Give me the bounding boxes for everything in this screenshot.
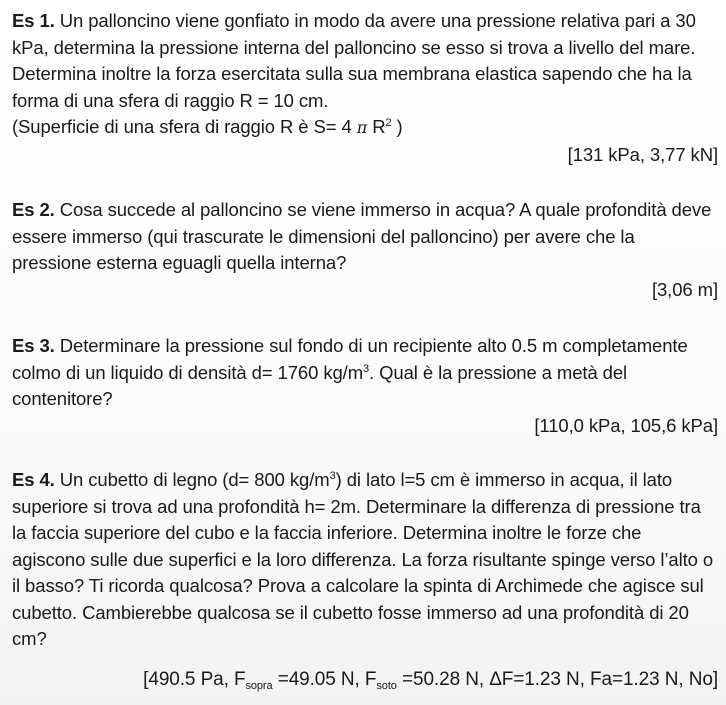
exercise-3-answer: [110,0 kPa, 105,6 kPa] bbox=[534, 414, 718, 436]
pi-symbol: π bbox=[356, 118, 368, 137]
answer-part-a: [490.5 Pa, F bbox=[143, 668, 246, 690]
exercise-2-label: Es 2. bbox=[12, 199, 55, 220]
exercise-1-answer: [131 kPa, 3,77 kN] bbox=[567, 143, 718, 165]
exercise-1-label: Es 1. bbox=[12, 10, 55, 31]
exercise-4-body-a: Un cubetto di legno (d= 800 kg/m bbox=[59, 469, 330, 490]
subscript-soto: soto bbox=[376, 679, 397, 692]
exercise-3-label: Es 3. bbox=[12, 335, 55, 356]
exercise-3-body-b: . Qual è la pressione a metà del contenitore? bbox=[12, 361, 628, 409]
exercise-1 bbox=[12, 8, 718, 168]
exercise-2-answer: [3,06 m] bbox=[651, 278, 718, 300]
exercise-2-body: Cosa succede al palloncino se viene immerso in acqua? A quale profondità deve essere immerso (qui trascurate le dimensioni del palloncino) per avere che la pressione esterna eguagli quella interna? bbox=[12, 199, 712, 273]
subscript-sopra: sopra bbox=[245, 679, 273, 692]
surface-note-a: (Superficie di una sfera di raggio R è S= 4 bbox=[12, 116, 357, 137]
exercise-2 bbox=[12, 197, 718, 303]
exercise-4 bbox=[12, 467, 718, 693]
exercise-3 bbox=[12, 333, 718, 439]
exercise-1-text bbox=[12, 8, 718, 114]
surface-note-b: R bbox=[367, 116, 386, 137]
exercise-4-answer bbox=[12, 667, 718, 694]
exercise-1-body: Un palloncino viene gonfiato in modo da avere una pressione relativa pari a 30 kPa, determina la pressione interna del palloncino se esso si trova a livello del mare. Determina inoltre la forza esercitata sulla sua membrana elastica sapendo che ha la forma di una sfera di raggio R = 10 cm. bbox=[12, 10, 696, 111]
answer-part-c: =50.28 N, ΔF=1.23 N, Fa=1.23 N, No] bbox=[396, 668, 718, 690]
exercise-2-text bbox=[12, 197, 718, 277]
surface-exponent: 2 bbox=[385, 117, 392, 129]
exercise-4-exponent: 3 bbox=[329, 470, 336, 482]
exercise-3-exponent: 3 bbox=[363, 362, 370, 375]
exercise-3-text bbox=[12, 333, 718, 413]
surface-note-c: ) bbox=[391, 116, 403, 137]
exercise-1-surface-note bbox=[12, 114, 718, 142]
exercise-4-label: Es 4. bbox=[12, 469, 55, 490]
exercise-4-body-b: ) di lato l=5 cm è immerso in acqua, il lato superiore si trova ad una profondità h= 2m. Determinare la differenza di pressione tra la faccia superiore del cubo e la faccia inferiore. Determina inoltre le forze che agiscono sulle due superfici e la loro differenza. La forza risultante spinge verso l’alto o il basso? Ti ricorda qualcosa? Prova a calcolare la spinta di Archimede che agisce sul cubetto. Cambierebbe qualcosa se il cubetto fosse immerso ad una profondità di 20 cm? bbox=[12, 469, 714, 649]
exercise-3-body-a: Determinare la pressione sul fondo di un recipiente alto 0.5 m completamente colmo di un liquido di densità d= 1760 kg/m bbox=[12, 335, 688, 383]
answer-part-b: =49.05 N, F bbox=[272, 668, 377, 690]
exercise-4-text bbox=[12, 467, 718, 653]
